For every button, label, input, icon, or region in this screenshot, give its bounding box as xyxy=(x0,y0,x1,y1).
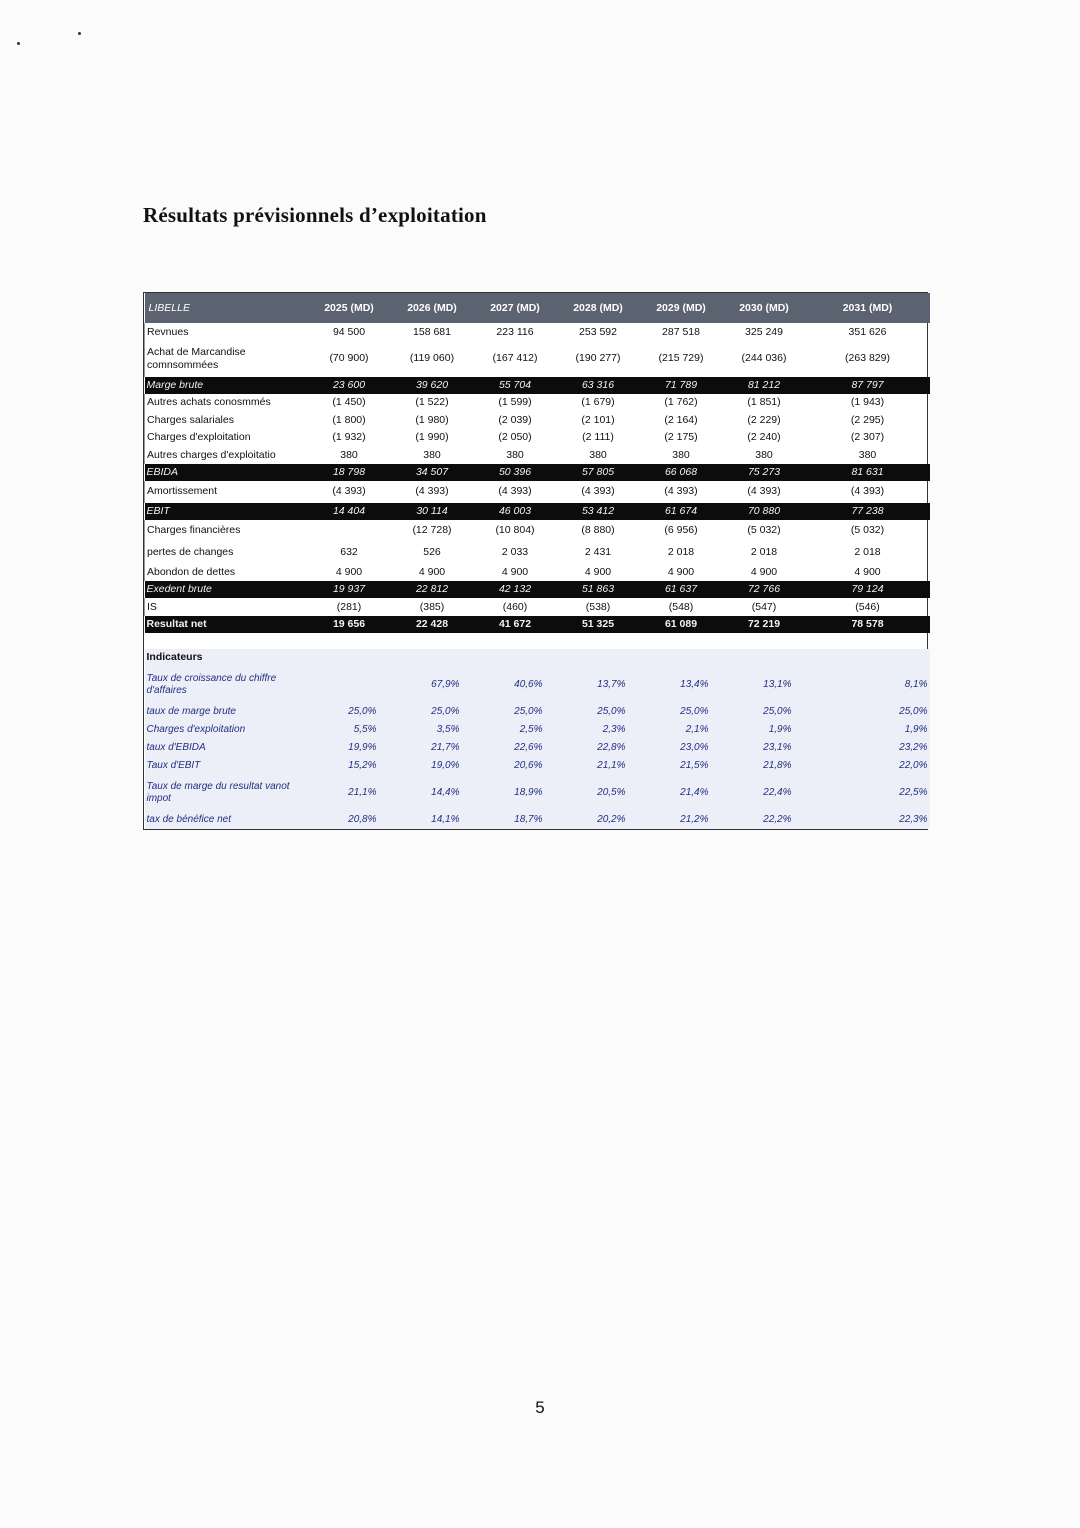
value-cell: (1 932) xyxy=(332,431,366,444)
table-row xyxy=(145,411,930,429)
row-label: Amortissement xyxy=(145,481,308,503)
header-label-cell: LIBELLE xyxy=(145,293,308,323)
value-cell: 4 900 xyxy=(854,566,881,579)
value-cell: (190 277) xyxy=(575,352,621,365)
indicator-value: 22,2% xyxy=(723,811,806,829)
row-label: pertes de changes xyxy=(145,542,308,564)
value-cell: (2 164) xyxy=(664,413,698,426)
value-cell: (1 762) xyxy=(664,396,698,409)
value-cell: (4 393) xyxy=(664,485,698,498)
table-row xyxy=(145,564,930,582)
value-cell: (5 032) xyxy=(850,524,885,537)
row-label: EBIDA xyxy=(145,464,308,481)
value-cell: 53 412 xyxy=(557,503,640,520)
value-cell: (1 450) xyxy=(332,396,366,409)
value-cell: (1 679) xyxy=(581,396,615,409)
value-cell: 4 900 xyxy=(750,566,778,579)
value-cell: 2 018 xyxy=(854,546,881,559)
indicator-label: Charges d'exploitation xyxy=(145,721,308,739)
value-cell: (548) xyxy=(668,600,694,613)
value-cell: 81 212 xyxy=(723,377,806,394)
indicator-value: 21,4% xyxy=(640,775,723,811)
value-cell: 2 018 xyxy=(667,546,695,559)
value-cell: (5 032) xyxy=(747,524,781,537)
indicator-value: 5,5% xyxy=(308,721,391,739)
value-cell: 75 273 xyxy=(723,464,806,481)
value-cell: (460) xyxy=(502,600,528,613)
table-row xyxy=(145,446,930,464)
table-header-row xyxy=(145,293,930,323)
value-cell: 22 428 xyxy=(391,616,474,633)
financial-table xyxy=(143,292,928,830)
indicator-value: 19,0% xyxy=(391,757,474,775)
indicator-value: 2,3% xyxy=(557,721,640,739)
spacer-cell xyxy=(145,633,930,649)
value-cell: 57 805 xyxy=(557,464,640,481)
row-label: Revnues xyxy=(145,323,308,341)
row-label: Charges d'exploitation xyxy=(145,429,308,447)
value-cell: 87 797 xyxy=(806,377,930,394)
value-cell: 4 900 xyxy=(418,566,446,579)
header-year-cell: 2030 (MD) xyxy=(723,293,806,323)
table-row xyxy=(145,323,930,341)
indicator-value: 25,0% xyxy=(474,703,557,721)
indicator-label: taux de marge brute xyxy=(145,703,308,721)
indicator-value: 2,1% xyxy=(640,721,723,739)
value-cell: 380 xyxy=(858,448,877,461)
value-cell: (10 804) xyxy=(495,524,535,537)
indicator-value: 22,4% xyxy=(723,775,806,811)
value-cell: 72 219 xyxy=(723,616,806,633)
value-cell: (4 393) xyxy=(850,485,885,498)
table-row xyxy=(145,429,930,447)
indicator-value: 25,0% xyxy=(640,703,723,721)
indicator-row xyxy=(145,703,930,721)
indicator-label: Taux de marge du resultat vanot impot xyxy=(145,775,308,811)
indicator-value: 21,8% xyxy=(723,757,806,775)
indicator-label: taux d'EBIDA xyxy=(145,739,308,757)
value-cell: 253 592 xyxy=(579,325,617,338)
indicator-row xyxy=(145,739,930,757)
row-label: IS xyxy=(145,598,308,616)
value-cell: (2 039) xyxy=(498,413,532,426)
value-cell: 94 500 xyxy=(332,325,366,338)
value-cell xyxy=(308,520,391,542)
value-cell: 34 507 xyxy=(391,464,474,481)
value-cell: 50 396 xyxy=(474,464,557,481)
value-cell: (4 393) xyxy=(747,485,781,498)
value-cell: 81 631 xyxy=(806,464,930,481)
indicator-value: 13,7% xyxy=(557,667,640,703)
row-label: Exedent brute xyxy=(145,581,308,598)
indicators-title: Indicateurs xyxy=(145,649,930,667)
value-cell: (244 036) xyxy=(741,352,787,365)
indicator-value: 2,5% xyxy=(474,721,557,739)
indicator-row xyxy=(145,775,930,811)
indicator-row xyxy=(145,667,930,703)
value-cell: 77 238 xyxy=(806,503,930,520)
table-row xyxy=(145,503,930,520)
value-cell: 380 xyxy=(340,448,358,461)
value-cell: 71 789 xyxy=(640,377,723,394)
value-cell: (538) xyxy=(585,600,611,613)
row-label: Charges salariales xyxy=(145,411,308,429)
row-label: Marge brute xyxy=(145,377,308,394)
page-title: Résultats prévisionnels d’exploitation xyxy=(143,203,487,227)
value-cell: 51 863 xyxy=(557,581,640,598)
value-cell: (1 522) xyxy=(415,396,449,409)
indicator-label: tax de bénéfice net xyxy=(145,811,308,829)
indicator-value: 21,1% xyxy=(557,757,640,775)
header-year-cell: 2027 (MD) xyxy=(474,293,557,323)
page-number: 5 xyxy=(535,1398,545,1417)
indicator-value: 15,2% xyxy=(308,757,391,775)
indicator-value: 20,6% xyxy=(474,757,557,775)
value-cell: (2 111) xyxy=(582,431,614,444)
row-label: Charges financières xyxy=(145,520,308,542)
indicator-value: 20,2% xyxy=(557,811,640,829)
value-cell: 79 124 xyxy=(806,581,930,598)
table-row xyxy=(145,464,930,481)
value-cell: (2 050) xyxy=(498,431,532,444)
value-cell: (2 229) xyxy=(747,413,781,426)
value-cell: 2 431 xyxy=(584,546,612,559)
value-cell: (4 393) xyxy=(332,485,366,498)
row-label: Resultat net xyxy=(145,616,308,633)
indicator-value: 18,9% xyxy=(474,775,557,811)
indicator-value: 25,0% xyxy=(557,703,640,721)
indicator-value: 18,7% xyxy=(474,811,557,829)
indicator-value: 1,9% xyxy=(723,721,806,739)
value-cell: (2 295) xyxy=(850,413,885,426)
table-row xyxy=(145,581,930,598)
table-row xyxy=(145,394,930,412)
value-cell: (546) xyxy=(855,600,880,613)
value-cell: 380 xyxy=(672,448,690,461)
value-cell: 223 116 xyxy=(496,325,534,338)
value-cell: 55 704 xyxy=(474,377,557,394)
value-cell: 351 626 xyxy=(848,325,887,338)
scan-speck xyxy=(78,32,81,35)
indicator-label: Taux d'EBIT xyxy=(145,757,308,775)
indicator-value: 21,1% xyxy=(308,775,391,811)
table-row xyxy=(145,481,930,503)
value-cell: 380 xyxy=(423,448,441,461)
header-year-cell: 2025 (MD) xyxy=(308,293,391,323)
value-cell: 380 xyxy=(589,448,607,461)
indicator-value: 23,2% xyxy=(806,739,930,757)
value-cell: (263 829) xyxy=(845,352,890,365)
value-cell: (8 880) xyxy=(581,524,615,537)
indicator-value: 22,0% xyxy=(806,757,930,775)
value-cell: 63 316 xyxy=(557,377,640,394)
value-cell: 287 518 xyxy=(662,325,700,338)
value-cell: 61 089 xyxy=(640,616,723,633)
value-cell: 325 249 xyxy=(745,325,783,338)
value-cell: 19 937 xyxy=(308,581,391,598)
value-cell: (1 851) xyxy=(747,396,781,409)
table-row xyxy=(145,598,930,616)
value-cell: (385) xyxy=(419,600,445,613)
value-cell: 2 033 xyxy=(501,546,529,559)
value-cell: (1 980) xyxy=(415,413,449,426)
results-table xyxy=(144,293,930,829)
table-row xyxy=(145,341,930,377)
value-cell: (2 307) xyxy=(850,431,885,444)
value-cell: (1 990) xyxy=(415,431,449,444)
value-cell: 158 681 xyxy=(413,325,451,338)
value-cell: 30 114 xyxy=(391,503,474,520)
indicator-value: 14,1% xyxy=(391,811,474,829)
value-cell: (2 101) xyxy=(581,413,615,426)
table-body xyxy=(145,293,930,829)
indicator-value: 67,9% xyxy=(391,667,474,703)
indicator-value: 21,2% xyxy=(640,811,723,829)
value-cell: (1 599) xyxy=(498,396,532,409)
table-row xyxy=(145,542,930,564)
indicator-label: Taux de croissance du chiffre d'affaires xyxy=(145,667,308,703)
row-label: EBIT xyxy=(145,503,308,520)
indicator-row xyxy=(145,721,930,739)
table-spacer xyxy=(145,633,930,649)
indicator-value: 8,1% xyxy=(806,667,930,703)
indicator-value: 25,0% xyxy=(308,703,391,721)
header-year-cell: 2028 (MD) xyxy=(557,293,640,323)
value-cell: 4 900 xyxy=(584,566,612,579)
table-row xyxy=(145,520,930,542)
indicator-value: 1,9% xyxy=(806,721,930,739)
value-cell: (167 412) xyxy=(492,352,538,365)
row-label: Achat de Marcandise comnsommées xyxy=(145,341,308,377)
value-cell: 51 325 xyxy=(557,616,640,633)
header-year-cell: 2029 (MD) xyxy=(640,293,723,323)
value-cell: (12 728) xyxy=(412,524,452,537)
indicator-value: 20,8% xyxy=(308,811,391,829)
value-cell: 39 620 xyxy=(391,377,474,394)
indicator-value: 22,3% xyxy=(806,811,930,829)
indicator-value: 20,5% xyxy=(557,775,640,811)
value-cell: (215 729) xyxy=(658,352,704,365)
value-cell: 380 xyxy=(755,448,773,461)
value-cell: 380 xyxy=(506,448,524,461)
value-cell: 42 132 xyxy=(474,581,557,598)
indicator-value: 25,0% xyxy=(806,703,930,721)
value-cell: 23 600 xyxy=(308,377,391,394)
value-cell: (1 800) xyxy=(332,413,366,426)
indicator-value xyxy=(308,667,391,703)
value-cell: (281) xyxy=(336,600,362,613)
value-cell: (2 240) xyxy=(747,431,781,444)
value-cell: 4 900 xyxy=(501,566,529,579)
indicator-row xyxy=(145,757,930,775)
value-cell: (4 393) xyxy=(498,485,532,498)
value-cell: 22 812 xyxy=(391,581,474,598)
value-cell: 19 656 xyxy=(308,616,391,633)
indicator-value: 22,6% xyxy=(474,739,557,757)
value-cell: 61 637 xyxy=(640,581,723,598)
header-year-cell: 2031 (MD) xyxy=(806,293,930,323)
header-year-cell: 2026 (MD) xyxy=(391,293,474,323)
value-cell: 70 880 xyxy=(723,503,806,520)
table-row xyxy=(145,377,930,394)
value-cell: (119 060) xyxy=(409,352,455,365)
value-cell: 2 018 xyxy=(750,546,778,559)
value-cell: 526 xyxy=(423,546,441,559)
indicators-header-row xyxy=(145,649,930,667)
table-row xyxy=(145,616,930,633)
indicator-row xyxy=(145,811,930,829)
value-cell: (547) xyxy=(751,600,777,613)
row-label: Autres achats conosmmés xyxy=(145,394,308,412)
indicator-value: 21,5% xyxy=(640,757,723,775)
indicator-value: 13,1% xyxy=(723,667,806,703)
value-cell: (4 393) xyxy=(581,485,615,498)
value-cell: (6 956) xyxy=(664,524,698,537)
indicator-value: 23,1% xyxy=(723,739,806,757)
indicator-value: 21,7% xyxy=(391,739,474,757)
indicator-value: 22,5% xyxy=(806,775,930,811)
indicator-value: 19,9% xyxy=(308,739,391,757)
indicator-value: 14,4% xyxy=(391,775,474,811)
value-cell: 14 404 xyxy=(308,503,391,520)
value-cell: (2 175) xyxy=(664,431,698,444)
scan-speck xyxy=(17,42,20,45)
value-cell: 78 578 xyxy=(806,616,930,633)
indicator-value: 40,6% xyxy=(474,667,557,703)
value-cell: 18 798 xyxy=(308,464,391,481)
value-cell: 72 766 xyxy=(723,581,806,598)
value-cell: (1 943) xyxy=(850,396,885,409)
indicator-value: 3,5% xyxy=(391,721,474,739)
value-cell: 4 900 xyxy=(335,566,363,579)
value-cell: 632 xyxy=(340,546,358,559)
value-cell: (70 900) xyxy=(329,352,369,365)
value-cell: 4 900 xyxy=(667,566,695,579)
value-cell: (4 393) xyxy=(415,485,449,498)
indicator-value: 25,0% xyxy=(391,703,474,721)
indicator-value: 25,0% xyxy=(723,703,806,721)
indicator-value: 23,0% xyxy=(640,739,723,757)
value-cell: 46 003 xyxy=(474,503,557,520)
row-label: Autres charges d'exploitatio xyxy=(145,446,308,464)
indicator-value: 22,8% xyxy=(557,739,640,757)
indicator-value: 13,4% xyxy=(640,667,723,703)
value-cell: 61 674 xyxy=(640,503,723,520)
value-cell: 66 068 xyxy=(640,464,723,481)
row-label: Abondon de dettes xyxy=(145,564,308,582)
value-cell: 41 672 xyxy=(474,616,557,633)
